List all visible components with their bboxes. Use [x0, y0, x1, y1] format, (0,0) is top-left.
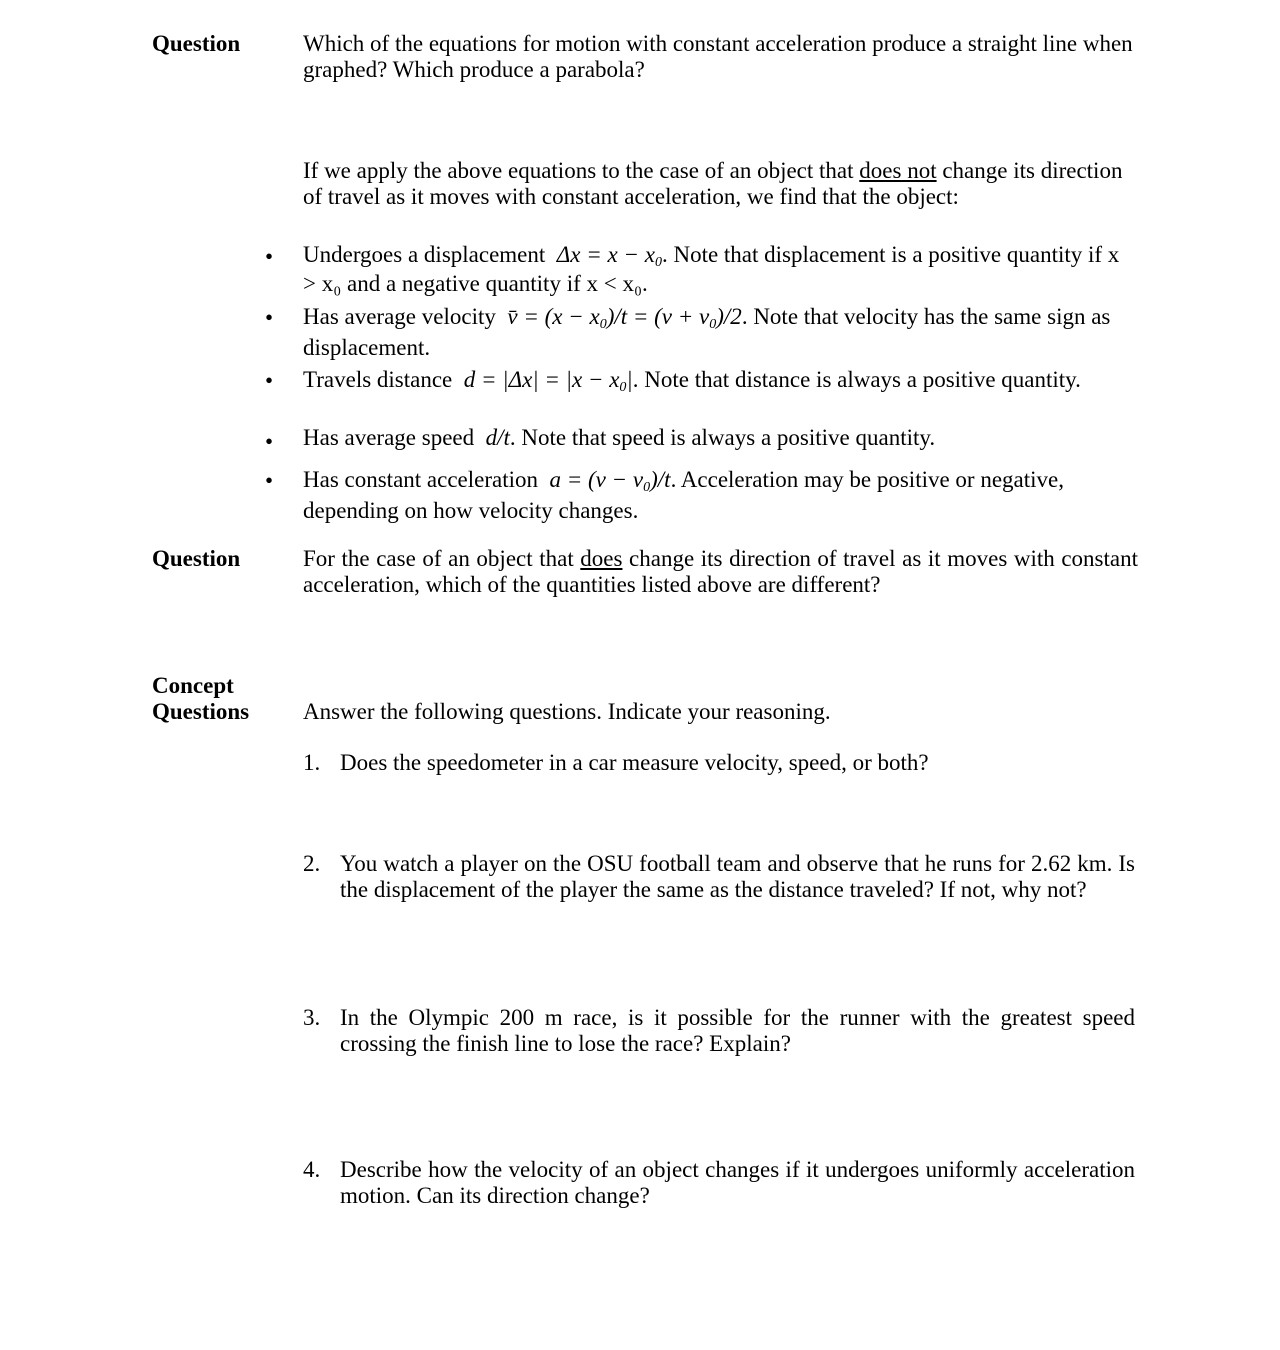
bullet-equation: $\Delta x = x - x_0$	[556, 242, 662, 270]
question-2-text: For the case of an object that does change its direction of travel as it moves with constant acceleration, which of the quantities listed above are different?	[303, 546, 1138, 597]
concept-label-line2: Questions	[152, 699, 250, 724]
bullet-marker	[265, 368, 273, 394]
bullet-acceleration	[303, 464, 1138, 526]
bullet-note: . Note that displacement is a positive quantity if x > x₀ and a negative quantity if x < x₀.	[303, 242, 1120, 296]
concept-label-line1: Concept	[152, 673, 234, 698]
concept-item-2: You watch a player on the OSU football team and observe that he runs for 2.62 km. Is the displacement of the player the same as the distance traveled? If not, why not?	[340, 851, 1135, 902]
question-label-1: Question	[152, 31, 241, 56]
intro-paragraph	[303, 158, 1138, 210]
bullet-equation: v̄ = $(x - x_0)/t = (v + v_0)/2$	[507, 304, 742, 332]
concept-item-number: 3.	[303, 1005, 321, 1030]
bullet-lead: Undergoes a displacement	[303, 242, 546, 267]
bullet-marker	[265, 244, 273, 270]
question-label-2: Question	[152, 546, 241, 571]
bullet-equation: $d = |\Delta x| = |x - x_0|$	[463, 367, 633, 395]
concept-item-number: 4.	[303, 1157, 321, 1182]
bullet-lead: Has average velocity	[303, 304, 496, 329]
bullet-marker	[265, 305, 273, 331]
bullet-lead: Has constant acceleration	[303, 467, 538, 492]
bullet-displacement	[303, 240, 1138, 298]
bullet-marker	[265, 429, 273, 455]
bullet-lead: Has average speed	[303, 425, 475, 450]
concept-item-1: Does the speedometer in a car measure velocity, speed, or both?	[340, 750, 929, 775]
question-2-underlined: does	[580, 546, 623, 571]
intro-text-before: If we apply the above equations to the case of an object that	[303, 158, 860, 183]
intro-underlined: does not	[859, 158, 937, 183]
bullet-note: . Note that distance is always a positive quantity.	[632, 367, 1081, 392]
concept-item-number: 1.	[303, 750, 321, 775]
bullet-marker	[265, 468, 273, 494]
bullet-lead: Travels distance	[303, 367, 453, 392]
concept-item-number: 2.	[303, 851, 321, 876]
concept-item-4: Describe how the velocity of an object changes if it undergoes uniformly acceleration motion. Can its direction change?	[340, 1157, 1135, 1208]
bullet-note: . Acceleration may be positive or negative, depending on how velocity changes.	[303, 467, 1064, 523]
bullet-equation: d/t	[485, 425, 510, 450]
concept-item-3: In the Olympic 200 m race, is it possible for the runner with the greatest speed crossing the finish line to lose the race? Explain?	[340, 1005, 1135, 1056]
bullet-note: . Note that velocity has the same sign as displacement.	[303, 304, 1111, 360]
bullet-equation: $a = (v - v_0)/t$	[549, 467, 671, 495]
concept-instruction: Answer the following questions. Indicate your reasoning.	[303, 699, 831, 724]
bullet-distance	[303, 364, 1138, 395]
question-1-text: Which of the equations for motion with constant acceleration produce a straight line when graphed? Which produce a parabola?	[303, 31, 1133, 82]
bullet-note: . Note that speed is always a positive quantity.	[509, 425, 936, 450]
bullet-average-speed	[303, 425, 1138, 451]
bullet-average-velocity	[303, 301, 1138, 363]
intro-text-after: change its direction of travel as it moves with constant acceleration, we find that the object:	[303, 158, 1123, 209]
